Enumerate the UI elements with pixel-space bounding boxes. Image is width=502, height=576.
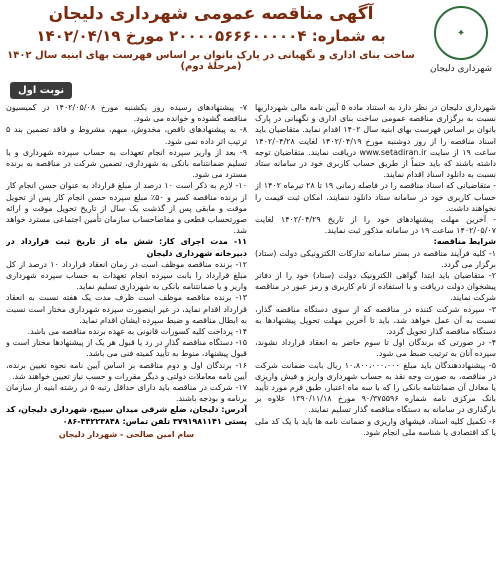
paragraph: ۶- تکمیل کلیه اسناد، فیشهای واریزی و ضمانت نامه ها باید با یک کد ملی یا کد اقتصادی یا شناسه ملی انجام شود. [255,416,496,437]
paragraph: ۹- بعد از واریز سپرده انجام تعهدات به حساب سپرده شهرداری و یا تسلیم ضمانتنامه بانکی به شهرداری، تضمین شرکت در مناقصه به برنده مسترد می شود. [6,147,247,180]
notice-round-badge: نوبت اول [10,82,72,99]
paragraph: - متقاضیانی که اسناد مناقصه را در فاصله زمانی ۱۹ تا ۲۸ تیرماه ۱۴۰۲ از حساب کاربری خود در سامانه ستاد دانلود ننمایند، امکان ثبت قیمت را نخواهند داشت. [255,181,496,213]
paragraph: ۱۴- پرداخت کلیه کسورات قانونی به عهده برنده مناقصه می باشد. [27,327,247,337]
notice-header [0,0,502,80]
paragraph: ۱- کلیه فرآیند مناقصه در بستر سامانه تدارکات الکترونیکی دولت (ستاد) برگزار می گردد. [255,248,496,269]
paragraph: ۱۷- شرکت در مناقصه باید دارای حداقل رتبه ۵ در رشته ابنیه از سازمان برنامه و بودجه باشند. [6,383,247,404]
left-column [6,102,247,572]
paragraph: ۲- متقاضیان باید ابتدا گواهی الکترونیک دولت (ستاد) خود را از دفاتر پیشخوان دولت دریافت و با استفاده از نام کاربری و رمز عبور در مناقصه شرکت نمایند. [255,271,496,303]
notice-title: آگهی مناقصه عمومی شهرداری دلیجان [48,4,374,24]
municipality-logo [426,6,496,88]
paragraph: - آخرین مهلت پیشنهادهای خود را از تاریخ ۱۴۰۲/۰۴/۲۹ لغایت ۱۴۰۲/۰۵/۰۷ ساعت ۱۹ در سامانه مذکور ثبت نمایند. [255,215,496,236]
paragraph: ۴- در صورتی که برندگان اول تا سوم حاضر به انعقاد قرارداد نشوند، سپرده آنان به ترتیب ضبط می شود. [255,338,496,359]
conditions-heading: شرایط مناقصه: [433,237,496,247]
paragraph: ۱۲- برنده مناقصه موظف است در زمان انعقاد قرارداد ۱۰ درصد از کل مبلغ قرارداد را بابت سپرده انجام تعهدات به حساب سپرده شهرداری واریز و یا ضمانتنامه بانکی به شهرداری تسلیم نماید. [6,259,247,292]
paragraph: ۱۰- لازم به ذکر است ۱۰ درصد از مبلغ قرارداد به عنوان حسن انجام کار از برنده مناقصه کسر و ۵۰٪ مبلغ سپرده حسن انجام کار پس از تحویل موقت و مابقی پس از گذشت یک سال از تاریخ تحویل موقت و ارائه صورتحساب قطعی و مفاصاحساب سازمان تأمین اجتماعی مسترد خواهد شد. [6,181,247,236]
right-column [255,102,496,572]
paragraph: ۱۱- مدت اجرای کار: شش ماه از تاریخ ثبت قرارداد در دبیرخانه شهرداری دلیجان [6,237,247,258]
paragraph: ۵- پیشنهاددهندگان باید مبلغ ۱۰،۸۰۰،۰۰۰،۰۰۰ ریال بابت ضمانت شرکت در مناقصه، به صورت وجه نقد به حساب شهرداری واریز و فیش واریزی یا معادل آن ضمانتنامه بانکی را که با سه ماه اعتبار، طبق فرم مورد تأیید بانک مرکزی نامه شماره ۹۰/۳۷۵۵۹۶ مورخ ۱۳۹۰/۱۱/۱۸ علاوه بر بارگذاری در سامانه به دستگاه مناقصه گذار تسلیم نمایند. [255,360,496,415]
notice-number: به شماره: ۲۰۰۰۰۵۶۶۶۰۰۰۰۰۴ مورخ ۱۴۰۲/۰۴/۱۹ [36,27,386,45]
logo-caption: شهرداری دلیجان [429,64,493,74]
municipality-emblem-icon: ✦ [434,6,488,60]
paragraph: ۱۵- دستگاه مناقصه گذار در رد یا قبول هر یک از پیشنهادها مختار است و قبول پیشنهاد، منوط به تأیید کمیته فنی می باشد. [6,338,247,359]
paragraph: ۸- به پیشنهادهای ناقص، مخدوش، مبهم، مشروط و فاقد تضمین بند ۵ ترتیب اثر داده نمی شود. [6,125,247,146]
paragraph: ۳- سپرده شرکت کننده در مناقصه که از سوی دستگاه مناقصه گذار، نسبت به آن عمل خواهد شد، باید تا آخرین مهلت تحویل پیشنهادها به دستگاه مناقصه گذار تحویل گردد. [255,304,496,337]
notice-description: ساخت بنای اداری و نگهبانی در پارک بانوان بر اساس فهرست بهای ابنیه سال ۱۴۰۲ (مرحلۀ دوم) [7,50,415,72]
notice-body [6,102,496,572]
paragraph: ۷- پیشنهادهای رسیده روز یکشنبه مورخ ۱۴۰۲/۰۵/۰۸ در کمیسیون مناقصه گشوده و خوانده می شود. [6,103,247,124]
signature-name: سام امین صالحی - شهردار دلیجان [58,429,195,439]
paragraph: ۱۶- برندگان اول و دوم مناقصه بر اساس آیین نامه نحوه تعیین برنده، آیین نامه معاملات دولتی و دیگر مقررات و حسب نیاز تعیین خواهند شد. [6,360,247,381]
address-line: آدرس: دلیجان، ضلع شرقی میدان سپیج، شهرداری دلیجان، کد پستی ۳۷۹۱۹۸۱۱۴۱ تلفن تماس: ۴۴۲۲۳۸۴۸-۰۸۶ [6,405,247,426]
paragraph: شهرداری دلیجان در نظر دارد به استناد ماده ۵ آیین نامه مالی شهرداریها نسبت به برگزاری مناقصه عمومی ساخت بنای اداری و نگهبانی در پارک بانوان بر اساس فهرست بهای ابنیه سال ۱۴۰۲ اقدام نماید. متقاضیان باید اسناد مناقصه را از روز دوشنبه مورخ ۱۴۰۲/۰۴/۱۹ لغایت ۱۴۰۲/۰۴/۲۸ ساعت ۱۹ از سایت www.setadiran.ir دریافت نمایند. متقاضیان توجه داشته باشند که باید حتماً از طریق حساب کاربری خود در سامانه ستاد نسبت به دانلود اسناد اقدام نمایند. [255,103,496,180]
paragraph: ۱۳- برنده مناقصه موظف است ظرف مدت یک هفته نسبت به انعقاد قرارداد اقدام نماید، در غیر اینصورت سپرده شهرداری مختار است نسبت به ابطال مناقصه و ضبط سپرده ایشان اقدام نماید. [6,293,247,325]
